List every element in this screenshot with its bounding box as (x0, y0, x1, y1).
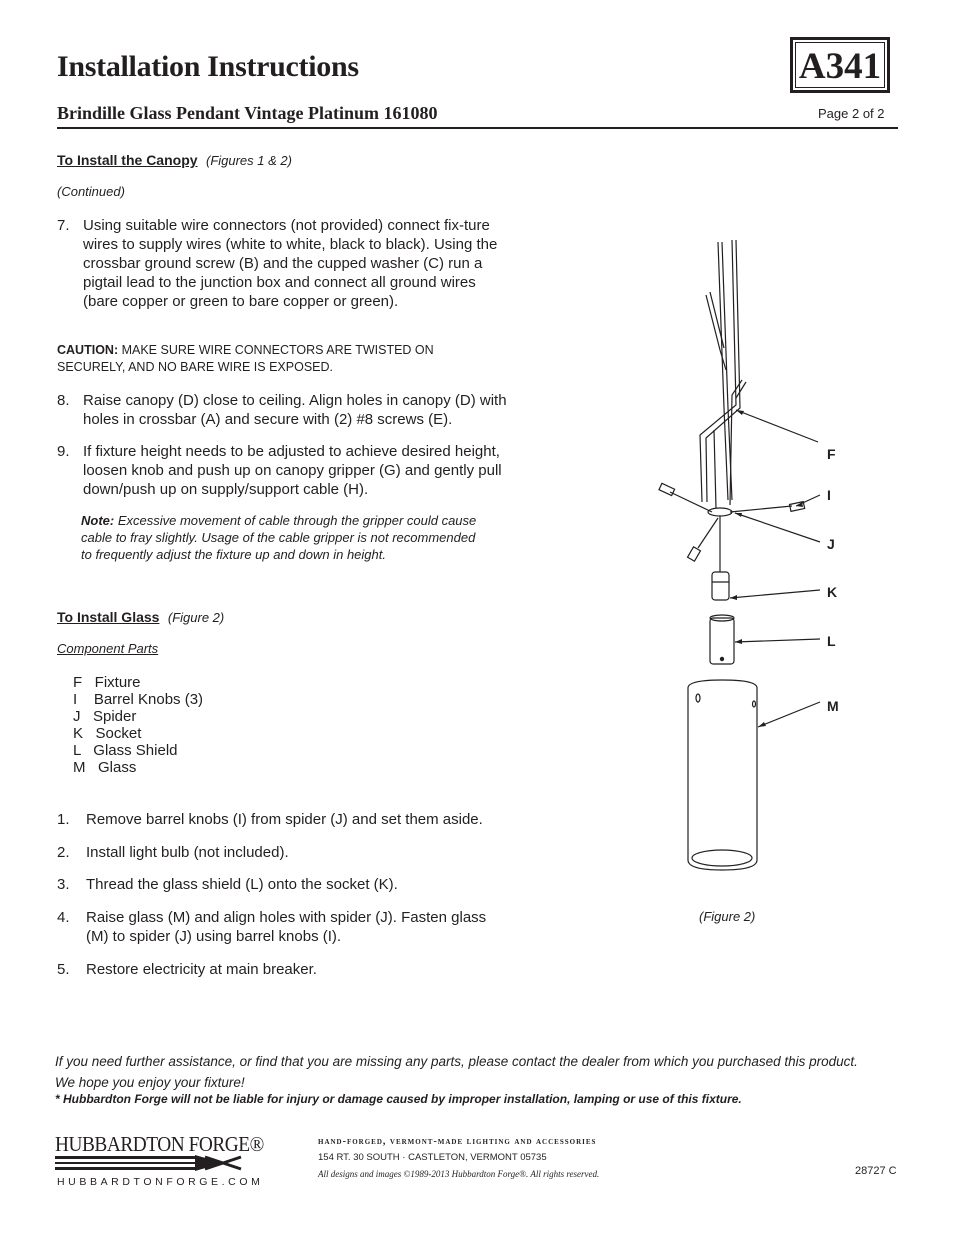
step-text: If fixture height needs to be adjusted to achieve desired height, loosen knob and push up on canopy gripper (G) and gently pull down/push up on supply/support cable (H). (83, 443, 502, 498)
callout-j: J (827, 536, 835, 552)
document-code: A341 (798, 46, 882, 87)
component-item: M Glass (73, 759, 137, 776)
barrel-knob-bottom (688, 547, 701, 561)
glass-step-2 (57, 843, 507, 862)
step-number: 7. (57, 217, 70, 234)
step-text: Install light bulb (not included). (86, 844, 289, 861)
header-rule (57, 127, 898, 129)
glass-heading: To Install Glass (57, 609, 160, 625)
leader-m (758, 702, 820, 727)
figure-caption: (Figure 2) (699, 909, 756, 924)
canopy-heading-row (57, 152, 292, 170)
assistance-note (55, 1051, 858, 1093)
pendant-diagram (640, 230, 870, 880)
leader-k (730, 590, 820, 598)
caution-label: CAUTION: (57, 343, 119, 357)
callout-k: K (827, 584, 838, 600)
glass-step-5 (57, 960, 507, 979)
step-number: 3. (57, 876, 70, 893)
company-tagline: hand-forged, vermont-made lighting and accessories (318, 1136, 597, 1147)
caution-text: MAKE SURE WIRE CONNECTORS ARE TWISTED ON SECURELY, AND NO BARE WIRE IS EXPOSED. (57, 343, 434, 374)
branch-4-b (736, 382, 746, 398)
step-text: Raise glass (M) and align holes with spider (J). Fasten glass (M) to spider (J) using barrel knobs (I). (86, 909, 487, 945)
caution-block (57, 342, 477, 376)
component-item: L Glass Shield (73, 742, 178, 759)
spider-arm-left (670, 492, 712, 512)
step-text: Remove barrel knobs (I) from spider (J) and set them aside. (86, 811, 483, 828)
page-title: Installation Instructions (57, 50, 359, 83)
glass-cylinder (688, 680, 757, 870)
canopy-step-8 (57, 391, 507, 429)
step-number: 8. (57, 392, 70, 409)
note-block (81, 512, 481, 563)
callout-f: F (827, 446, 836, 462)
document-number: 28727 C (855, 1165, 897, 1177)
component-parts-heading: Component Parts (57, 641, 159, 656)
spider-arm-right (730, 506, 792, 512)
enjoy-text: We hope you enjoy your fixture! (55, 1075, 245, 1090)
step-text: Thread the glass shield (L) onto the socket (K). (86, 876, 398, 893)
component-list (73, 674, 203, 776)
spider-arm-down (698, 518, 718, 548)
liability-disclaimer: * Hubbardton Forge will not be liable for injury or damage caused by improper installation, lamping or use of this fixture. (55, 1092, 742, 1106)
component-item: J Spider (73, 708, 137, 725)
canopy-step-7 (57, 216, 507, 311)
note-text: Excessive movement of cable through the gripper could cause cable to fray slightly. Usage of the cable gripper is not recommended to frequently adjust the fixture up and down in height. (81, 513, 477, 562)
glass-step-1 (57, 810, 507, 829)
leader-f (736, 410, 818, 442)
glass-step-4 (57, 908, 507, 946)
leader-l (735, 639, 820, 642)
branch-3 (706, 295, 726, 370)
note-label: Note: (81, 513, 115, 528)
component-item: F Fixture (73, 674, 141, 691)
continued-label: (Continued) (57, 184, 125, 199)
barrel-knob-left (659, 483, 675, 495)
step-number: 5. (57, 961, 70, 978)
glass-figref: (Figure 2) (167, 610, 225, 625)
canopy-figref: (Figures 1 & 2) (205, 153, 292, 168)
glass-step-3 (57, 875, 507, 894)
document-code-box (790, 37, 890, 93)
logo-wordmark: HUBBARDTON FORGE® (55, 1132, 264, 1156)
product-subtitle: Brindille Glass Pendant Vintage Platinum 161080 (57, 103, 438, 123)
component-item: K Socket (73, 725, 142, 742)
canopy-step-9 (57, 442, 507, 499)
callout-l: L (827, 633, 836, 649)
assistance-text: If you need further assistance, or find that you are missing any parts, please contact the dealer from which you purchased this product. (55, 1054, 858, 1069)
glass-heading-row (57, 609, 224, 627)
step-text: Raise canopy (D) close to ceiling. Align holes in canopy (D) with holes in crossbar (A) and secure with (2) #8 screws (E). (83, 392, 507, 428)
logo-url: HUBBARDTONFORGE.COM (57, 1176, 264, 1188)
step-number: 9. (57, 443, 70, 460)
callout-i: I (827, 487, 831, 503)
company-address: 154 RT. 30 SOUTH · CASTLETON, VERMONT 05735 (318, 1152, 547, 1163)
component-item: I Barrel Knobs (3) (73, 691, 204, 708)
callout-m: M (827, 698, 839, 714)
branch-5 (714, 430, 716, 508)
canopy-heading: To Install the Canopy (57, 152, 198, 168)
copyright-notice: All designs and images ©1989-2013 Hubbardton Forge®. All rights reserved. (318, 1169, 600, 1179)
logo-forge-mark (55, 1154, 245, 1174)
socket (712, 572, 729, 600)
step-number: 2. (57, 844, 70, 861)
step-number: 1. (57, 811, 70, 828)
page-number: Page 2 of 2 (818, 106, 885, 121)
step-number: 4. (57, 909, 70, 926)
step-text: Restore electricity at main breaker. (86, 961, 317, 978)
leader-j (735, 513, 820, 542)
step-text: Using suitable wire connectors (not provided) connect fix-ture wires to supply wires (white to white, black to black). Using the crossbar ground screw (B) and the cupped washer (C) run a pigtail lead to the junction box and connect all ground wires (bare copper or green to bare copper or green). (83, 217, 498, 310)
